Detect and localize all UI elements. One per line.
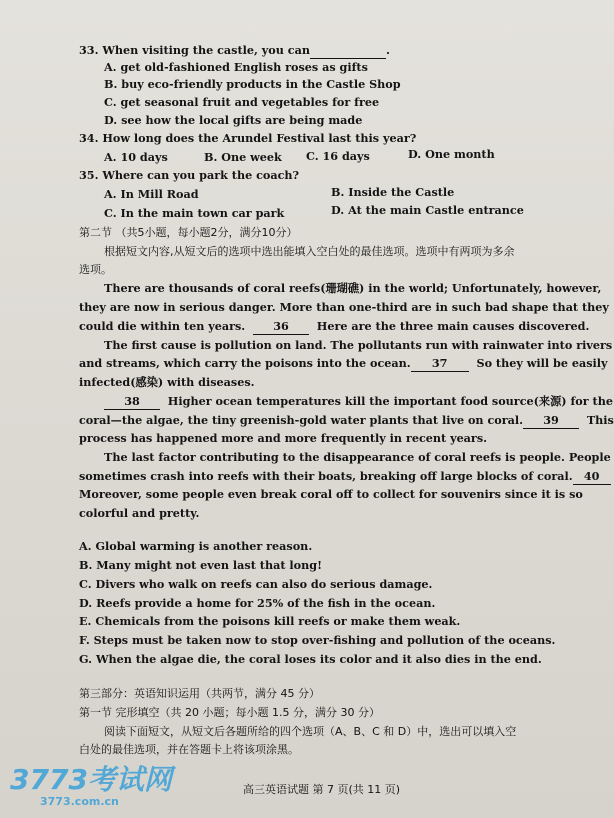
option-g: G. When the algae die, the coral loses its color and it also dies in the end. [79, 652, 542, 666]
passage-line: sometimes crash into reefs with their boats, breaking off large blocks of coral. 40 [79, 469, 611, 485]
passage-line: process has happened more and more frequently in recent years. [79, 431, 488, 445]
blank-39: 39 [523, 413, 579, 429]
question-33-option-a: A. get old-fashioned English roses as gifts [104, 60, 368, 74]
section-2-instruction-line-1: 根据短文内容,从短文后的选项中选出能填入空白处的最佳选项。选项中有两项为多余 [104, 245, 515, 258]
option-d: D. Reefs provide a home for 25% of the fish in the ocean. [79, 596, 436, 610]
passage-line: colorful and pretty. [79, 506, 200, 520]
blank-37: 37 [411, 356, 469, 372]
part-3-instruction-line-1: 阅读下面短文，从短文后各题所给的四个选项（A、B、C 和 D）中，选出可以填入空 [104, 725, 517, 738]
option-c: C. Divers who walk on reefs can also do serious damage. [79, 577, 433, 591]
passage-line: and streams, which carry the poisons into the ocean. 37 So they will be easily [79, 356, 608, 370]
passage-line: coral—the algae, the tiny greenish-gold water plants that live on coral. 39 This [79, 413, 614, 427]
part-3-subheading: 第一节 完形填空（共 20 小题；每小题 1.5 分，满分 30 分） [79, 706, 380, 719]
question-35-option-a: A. In Mill Road [104, 187, 199, 201]
page-footer: 高三英语试题 第 7 页(共 11 页) [243, 783, 401, 796]
question-35-option-c: C. In the main town car park [104, 206, 285, 220]
passage-line: Moreover, some people even break coral off to collect for souvenirs since it is so [79, 487, 583, 501]
section-2-instruction-line-2: 选项。 [79, 263, 112, 276]
question-35-option-d: D. At the main Castle entrance [331, 203, 524, 217]
option-a: A. Global warming is another reason. [79, 539, 313, 553]
question-33-option-b: B. buy eco-friendly products in the Castle Shop [104, 77, 401, 91]
watermark-url: 3773.com.cn [40, 795, 119, 808]
passage-line: There are thousands of coral reefs(珊瑚礁) in the world; Unfortunately, however, [104, 281, 602, 295]
question-35-stem: 35. Where can you park the coach? [79, 168, 300, 182]
option-e: E. Chemicals from the poisons kill reefs or make them weak. [79, 614, 461, 628]
passage-line: they are now in serious danger. More than one-third are in such bad shape that they [79, 300, 609, 314]
question-33-option-c: C. get seasonal fruit and vegetables for free [104, 95, 380, 109]
question-33-option-d: D. see how the local gifts are being made [104, 113, 363, 127]
option-b: B. Many might not even last that long! [79, 558, 322, 572]
passage-line: The first cause is pollution on land. The pollutants run with rainwater into rivers [104, 338, 613, 352]
blank-40: 40 [573, 469, 611, 485]
passage-line: 38 Higher ocean temperatures kill the important food source(来源) for the [104, 394, 613, 410]
part-3-instruction-line-2: 白处的最佳选项，并在答题卡上将该项涂黑。 [79, 743, 299, 756]
question-34-option-b: B. One week [204, 150, 282, 164]
question-33-stem: 33. When visiting the castle, you can . [79, 43, 390, 57]
question-34-option-a: A. 10 days [104, 150, 168, 164]
blank-36: 36 [253, 319, 309, 335]
question-35-option-b: B. Inside the Castle [331, 185, 455, 199]
part-3-heading: 第三部分：英语知识运用（共两节，满分 45 分） [79, 687, 320, 700]
passage-line: infected(感染) with diseases. [79, 375, 255, 389]
watermark-logo: 3773考试网 [10, 763, 172, 796]
question-34-option-d: D. One month [408, 147, 495, 161]
option-f: F. Steps must be taken now to stop over-fishing and pollution of the oceans. [79, 633, 556, 647]
passage-line: could die within ten years. 36 Here are the three main causes discovered. [79, 319, 590, 333]
question-34-stem: 34. How long does the Arundel Festival last this year? [79, 131, 417, 145]
blank-38: 38 [104, 394, 160, 410]
section-2-heading: 第二节 （共5小题，每小题2分，满分10分） [79, 226, 298, 239]
passage-line: The last factor contributing to the disappearance of coral reefs is people. People [104, 450, 611, 464]
question-34-option-c: C. 16 days [306, 149, 370, 163]
